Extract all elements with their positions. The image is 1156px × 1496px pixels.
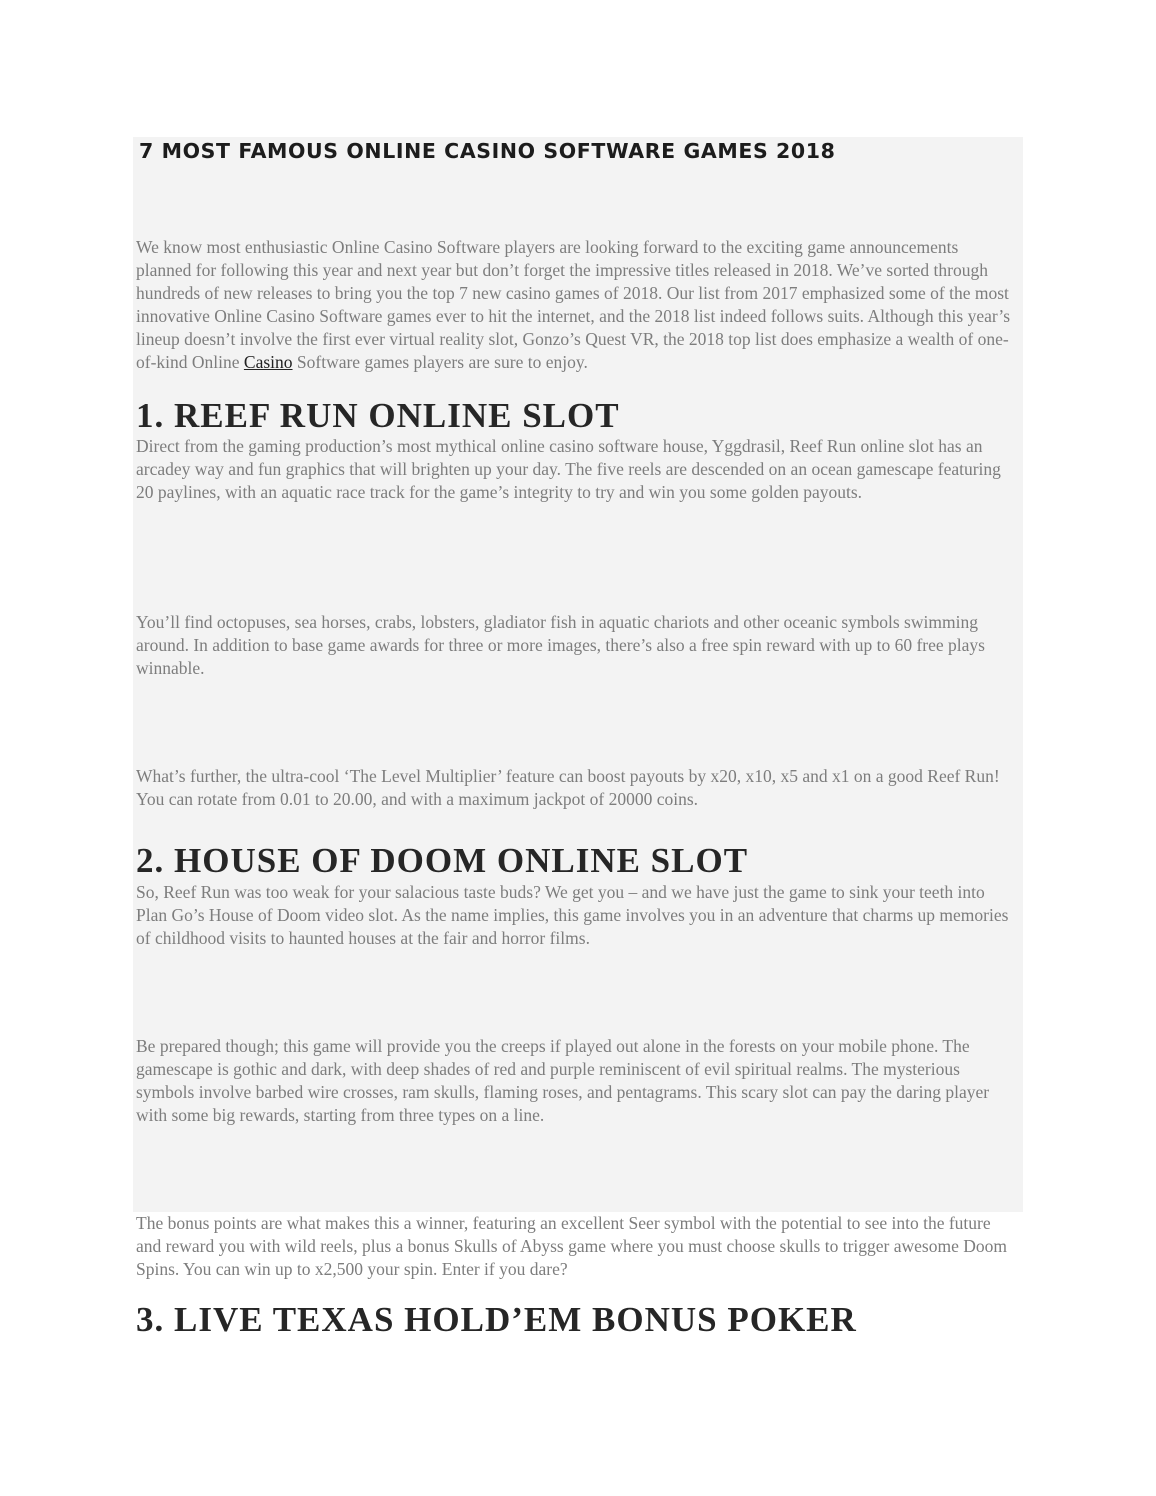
intro-text-end: Software games players are sure to enjoy. bbox=[292, 352, 588, 372]
page-title: 7 MOST FAMOUS ONLINE CASINO SOFTWARE GAMES 2018 bbox=[139, 139, 836, 163]
reef-run-paragraph-1: Direct from the gaming production’s most mythical online casino software house, Yggdrasil, Reef Run online slot has an arcadey way and fun graphics that will brighten up your day. The five reels are descended on an ocean gamescape featuring 20 paylines, with an aquatic race track for the game’s integrity to try and win you some golden payouts. bbox=[136, 436, 1001, 502]
article-block bbox=[133, 137, 1023, 1339]
house-of-doom-paragraph-1: So, Reef Run was too weak for your salacious taste buds? We get you – and we have just the game to sink your teeth into Plan Go’s House of Doom video slot. As the name implies, this game involves you in an adventure that charms up memories of childhood visits to haunted houses at the fair and horror films. bbox=[136, 882, 1009, 948]
reef-run-paragraph-3: What’s further, the ultra-cool ‘The Level Multiplier’ feature can boost payouts by x20, x10, x5 and x1 on a good Reef Run! You can rotate from 0.01 to 20.00, and with a maximum jackpot of 20000 coins. bbox=[136, 766, 1000, 809]
casino-link[interactable]: Casino bbox=[243, 352, 293, 372]
section-heading-texas-holdem: 3. LIVE TEXAS HOLD’EM BONUS POKER bbox=[136, 1300, 857, 1339]
house-of-doom-paragraph-2: Be prepared though; this game will provide you the creeps if played out alone in the forests on your mobile phone. The gamescape is gothic and dark, with deep shades of red and purple reminiscent of evil spiritual realms. The mysterious symbols involve barbed wire crosses, ram skulls, flaming roses, and pentagrams. This scary slot can pay the daring player with some big rewards, starting from three types on a line. bbox=[136, 1036, 990, 1125]
intro-paragraph bbox=[136, 236, 1016, 374]
section-heading-house-of-doom: 2. HOUSE OF DOOM ONLINE SLOT bbox=[136, 841, 749, 880]
intro-text: We know most enthusiastic Online Casino Software players are looking forward to the exciting game announcements planned for following this year and next year but don’t forget the impressive titles released in 2018. We’ve sorted through hundreds of new releases to bring you the top 7 new casino games of 2018. Our list from 2017 emphasized some of the most innovative Online Casino Software games ever to hit the internet, and the 2018 list indeed follows suits. Although this year’s lineup doesn’t involve the first ever virtual reality slot, Gonzo’s Quest VR, the 2018 top list does emphasize a wealth of one-of-kind Online bbox=[136, 237, 1011, 372]
house-of-doom-paragraph-3: The bonus points are what makes this a winner, featuring an excellent Seer symbol with the potential to see into the future and reward you with wild reels, plus a bonus Skulls of Abyss game where you must choose skulls to trigger awesome Doom Spins. You can win up to x2,500 your spin. Enter if you dare? bbox=[136, 1213, 1007, 1279]
reef-run-paragraph-2: You’ll find octopuses, sea horses, crabs, lobsters, gladiator fish in aquatic chariots and other oceanic symbols swimming around. In addition to base game awards for three or more images, there’s also a free spin reward with up to 60 free plays winnable. bbox=[136, 612, 985, 678]
section-heading-reef-run: 1. REEF RUN ONLINE SLOT bbox=[136, 396, 620, 435]
